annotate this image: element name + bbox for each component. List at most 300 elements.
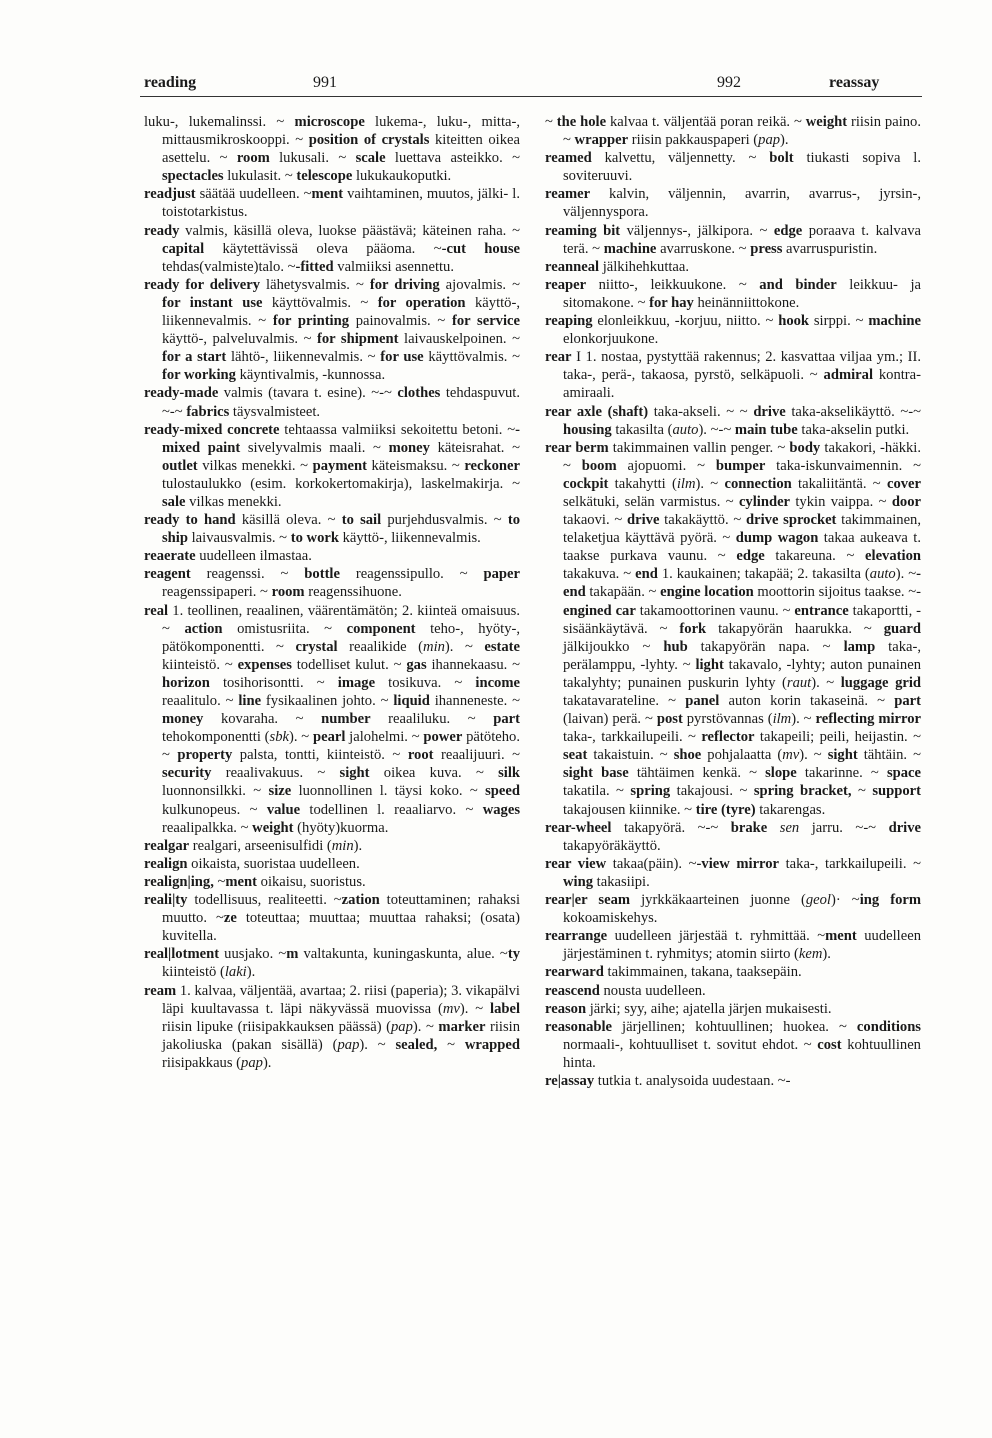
headword: rear bbox=[545, 349, 572, 366]
definition-text: teho-, hyöty-, pätökomponentti. ~ bbox=[162, 620, 521, 655]
headword: ze bbox=[223, 910, 237, 927]
headword: door bbox=[891, 493, 921, 510]
headword: real bbox=[144, 602, 169, 619]
definition-text: takapyörä. ~-~ bbox=[611, 819, 731, 836]
dictionary-entry bbox=[545, 312, 921, 348]
definition-text: reaaliluku. ~ bbox=[370, 711, 494, 728]
dictionary-entry bbox=[144, 384, 520, 420]
definition-text: kulkunopeus. ~ bbox=[162, 801, 267, 818]
definition-text: tähtäin. ~ bbox=[857, 747, 922, 764]
definition-text: kiinteistö. ~ bbox=[162, 656, 238, 673]
definition-text: tehtaassa valmiiksi sekoitettu betoni. ~ bbox=[279, 421, 516, 438]
headword: property bbox=[177, 747, 233, 764]
definition-text: reaalikide ( bbox=[337, 638, 424, 655]
headword: -fitted bbox=[295, 258, 334, 275]
headword: end bbox=[635, 566, 658, 583]
definition-text: tosikuva. ~ bbox=[375, 674, 476, 691]
definition-text: kokoamiskehys. bbox=[563, 910, 658, 927]
definition-text: takasiipi. bbox=[593, 873, 650, 890]
headword: rearward bbox=[545, 964, 604, 981]
headword: payment bbox=[312, 457, 367, 474]
headword: housing bbox=[563, 421, 612, 438]
headword: reasonable bbox=[545, 1018, 613, 1035]
definition-text: takapeili; peili, heijastin. ~ bbox=[754, 729, 921, 746]
definition-text: riisipakkaus ( bbox=[162, 1054, 242, 1071]
definition-text: ). ~ bbox=[359, 1036, 396, 1053]
headword: fabrics bbox=[186, 403, 230, 420]
headword: luggage grid bbox=[840, 674, 922, 691]
definition-text: vaihtaminen, muutos, jälki- l. toistotarkistus. bbox=[162, 186, 520, 221]
dictionary-entry bbox=[144, 945, 520, 981]
definition-text: takimmainen, takana, taaksepäin. bbox=[603, 964, 802, 981]
definition-text: leikkuu- ja sitomakone. ~ bbox=[563, 276, 922, 311]
field-label: kem bbox=[798, 946, 823, 963]
headword: panel bbox=[685, 693, 720, 709]
definition-text: käteismaksu. ~ bbox=[366, 457, 465, 474]
definition-text: ). ~ bbox=[811, 674, 841, 691]
definition-text: tykin vaippa. ~ bbox=[790, 493, 892, 510]
definition-text: lukulasit. ~ bbox=[223, 168, 297, 185]
definition-text: ~ bbox=[545, 114, 557, 130]
definition-text: takarinne. ~ bbox=[796, 765, 887, 782]
definition-text: jälkijoukko ~ bbox=[563, 638, 664, 655]
dictionary-entry bbox=[144, 276, 520, 385]
definition-text: realgari, arseenisulfidi ( bbox=[189, 837, 332, 854]
definition-text: käyttövalmis. ~ bbox=[423, 349, 521, 366]
headword: body bbox=[789, 439, 821, 456]
definition-text: taka-iskunvaimennin. ~ bbox=[765, 457, 921, 474]
definition-text: ). ~-~ bbox=[698, 421, 735, 438]
definition-text: takimmainen, telaketjua käyttävä pyörä. ~ bbox=[563, 512, 921, 547]
definition-text: ajovalmis. ~ bbox=[439, 276, 520, 293]
headword: for a start bbox=[162, 349, 227, 366]
definition-text: kohtuullinen hinta. bbox=[563, 1036, 921, 1071]
headword: ment bbox=[825, 928, 857, 945]
definition-text: purjehdusvalmis. ~ bbox=[381, 512, 508, 529]
field-label: ilm bbox=[676, 475, 696, 492]
definition-text: taka-, tarkkailupeili. ~ bbox=[779, 855, 921, 872]
headword: zation bbox=[341, 892, 380, 909]
dictionary-entry bbox=[545, 819, 921, 855]
definition-text: taka-, perälamppu, -lyhty. ~ bbox=[563, 638, 921, 673]
definition-text: takatila. ~ bbox=[563, 783, 631, 800]
headword: for hay bbox=[649, 294, 694, 311]
definition-text: luettava asteikko. ~ bbox=[385, 150, 520, 167]
headword: m bbox=[286, 946, 299, 963]
definition-text: ). ~ bbox=[412, 1018, 439, 1035]
definition-text: avarruskone. ~ bbox=[656, 240, 751, 257]
headword: rear axle (shaft) bbox=[545, 403, 649, 420]
definition-text: takimmainen vallin penger. ~ bbox=[608, 439, 790, 456]
headword: rearrange bbox=[545, 928, 608, 945]
definition-text: säätää uudelleen. ~ bbox=[195, 186, 312, 203]
field-label: geol bbox=[805, 892, 831, 909]
headword: sight bbox=[827, 747, 858, 764]
headword: press bbox=[750, 240, 783, 257]
dictionary-entry bbox=[144, 222, 520, 276]
headword: power bbox=[423, 729, 463, 746]
definition-text: kiteitten oikea asettelu. ~ bbox=[162, 132, 520, 167]
headword: conditions bbox=[856, 1018, 921, 1035]
definition-text: valmis, käsillä oleva, luokse päästävä; käteinen raha. ~ bbox=[179, 222, 520, 239]
definition-text: todellisuus, realiteetti. ~ bbox=[187, 892, 342, 909]
definition-text: takajousi. ~ bbox=[670, 783, 754, 800]
headword: admiral bbox=[823, 367, 874, 384]
definition-text: )· ~ bbox=[831, 892, 860, 909]
definition-text: vilkas menekki. ~ bbox=[197, 457, 313, 474]
headword: reagent bbox=[144, 566, 191, 583]
headword: reaper bbox=[545, 276, 587, 293]
headword: cockpit bbox=[563, 475, 609, 492]
headword: drive bbox=[627, 512, 660, 529]
headword: sale bbox=[162, 493, 186, 510]
headword: for instant use bbox=[162, 294, 263, 311]
headword: rear|er seam bbox=[545, 892, 631, 909]
definition-text: painovalmis. ~ bbox=[349, 313, 452, 330]
definition-text: reagenssipullo. ~ bbox=[339, 566, 484, 583]
headword: lamp bbox=[843, 638, 876, 655]
dictionary-entry bbox=[545, 403, 921, 439]
definition-text: takapyöräkäyttö. bbox=[563, 837, 661, 854]
definition-text: lukukaukoputki. bbox=[352, 168, 452, 185]
headword: bolt bbox=[769, 150, 794, 167]
definition-text: ). bbox=[822, 946, 831, 963]
dictionary-entry bbox=[545, 113, 921, 149]
headword: cylinder bbox=[738, 493, 791, 510]
page-number-left: 991 bbox=[313, 74, 337, 91]
definition-text: tehokomponentti ( bbox=[162, 729, 270, 746]
dictionary-entry bbox=[144, 602, 520, 837]
definition-text: auton korin takaseinä. ~ bbox=[719, 693, 895, 709]
dictionary-entry bbox=[144, 547, 520, 565]
definition-text: taka-akselin putki. bbox=[797, 421, 910, 438]
headword: clothes bbox=[397, 385, 441, 402]
definition-text: jyrkkäkaarteinen juonne ( bbox=[630, 892, 806, 909]
dictionary-entry bbox=[545, 891, 921, 927]
headword: for operation bbox=[377, 294, 466, 311]
headword: ment bbox=[311, 186, 344, 203]
definition-text: toteuttaminen; rahaksi muutto. ~ bbox=[162, 892, 520, 927]
headword: telescope bbox=[296, 168, 353, 185]
dictionary-entry bbox=[144, 113, 520, 185]
field-label: ilm bbox=[772, 711, 792, 728]
definition-text: lukema-, luku-, mitta-, mittausmikroskooppi. ~ bbox=[162, 114, 520, 149]
definition-text: tutkia t. analysoida uudestaan. ~- bbox=[594, 1072, 791, 1089]
headword: realgar bbox=[144, 837, 190, 854]
definition-text: uudelleen ilmastaa. bbox=[195, 548, 312, 565]
definition-text: tähtäimen kenkä. ~ bbox=[628, 765, 766, 782]
definition-text: luonnonsilkki. ~ bbox=[162, 783, 269, 800]
headword: to sail bbox=[341, 512, 382, 529]
definition-text: uudelleen järjestäminen t. ryhmitys; atomin siirto ( bbox=[563, 928, 921, 963]
headword: reamed bbox=[545, 150, 592, 167]
definition-text: tehdas(valmiste)talo. ~ bbox=[162, 258, 296, 275]
dictionary-entry bbox=[545, 855, 921, 891]
definition-text: tehdaspuvut. ~-~ bbox=[162, 385, 521, 420]
headword: machine bbox=[868, 313, 922, 330]
headword: dump wagon bbox=[735, 530, 819, 547]
headword: engined car bbox=[563, 602, 636, 619]
dictionary-entry bbox=[144, 185, 520, 221]
headword: ready-mixed concrete bbox=[144, 421, 280, 438]
headword: elevation bbox=[865, 548, 921, 565]
headword: re|assay bbox=[545, 1072, 595, 1089]
headword: reason bbox=[545, 1000, 587, 1017]
headword: position of crystals bbox=[308, 132, 430, 149]
definition-text: takahytti ( bbox=[608, 475, 677, 492]
definition-text: (laivan) perä. ~ bbox=[563, 711, 657, 728]
headword: edge bbox=[736, 548, 765, 565]
headword: connection bbox=[724, 475, 792, 492]
headword: horizon bbox=[162, 674, 210, 691]
field-label: auto bbox=[672, 421, 699, 438]
definition-text: pyrstövannas ( bbox=[682, 711, 773, 728]
definition-text: riisin pakkauspaperi ( bbox=[628, 132, 759, 149]
headword: part bbox=[493, 711, 520, 728]
headword: weight bbox=[805, 114, 848, 130]
headword: ing form bbox=[859, 892, 922, 909]
definition-text: sivelyvalmis maali. ~ bbox=[240, 439, 389, 456]
definition-text: valtakunta, kuningaskunta, alue. ~ bbox=[298, 946, 508, 963]
definition-text: 1. teollinen, reaalinen, väärentämätön; 2. kiinteä omaisuus. ~ bbox=[162, 602, 520, 637]
page-number-right: 992 bbox=[717, 74, 741, 91]
headword: shoe bbox=[673, 747, 702, 764]
definition-text: kovaraha. ~ bbox=[203, 711, 322, 728]
headword: spring bracket, bbox=[753, 783, 852, 800]
headword: ready to hand bbox=[144, 512, 236, 529]
definition-text: sirppi. ~ bbox=[809, 313, 869, 330]
headword: realign|ing, bbox=[144, 873, 214, 890]
headword: sealed, bbox=[395, 1036, 438, 1053]
definition-text: laivauskelpoinen. ~ bbox=[398, 331, 520, 348]
definition-text: laivausvalmis. ~ bbox=[187, 530, 291, 547]
definition-text: järki; syy, aihe; ajatella järjen mukaisesti. bbox=[586, 1000, 832, 1017]
definition-text: takatavarateline. ~ bbox=[563, 693, 686, 709]
definition-text: selkätuki, selän varmistus. ~ bbox=[563, 493, 739, 510]
headword: for working bbox=[162, 367, 236, 384]
headword: -end bbox=[563, 566, 921, 601]
definition-text: pohjalaatta ( bbox=[701, 747, 783, 764]
definition-text: takaovi. ~ bbox=[563, 512, 627, 529]
headword: ment bbox=[225, 873, 258, 890]
headword: machine bbox=[603, 240, 657, 257]
field-label: pap bbox=[337, 1036, 360, 1053]
definition-text: takapään. ~ bbox=[585, 584, 661, 601]
definition-text: avarruspuristin. bbox=[782, 240, 878, 257]
dictionary-entry bbox=[545, 185, 921, 221]
headword: drive bbox=[753, 403, 786, 420]
field-label: mv bbox=[782, 747, 800, 764]
definition-text: jalohelmi. ~ bbox=[345, 729, 424, 746]
definition-text: kontra-amiraali. bbox=[563, 367, 921, 402]
definition-text: luonnollinen l. täysi koko. ~ bbox=[291, 783, 486, 800]
dictionary-entry bbox=[545, 276, 921, 312]
definition-text: ). ~ bbox=[791, 711, 816, 728]
dictionary-entry bbox=[545, 348, 921, 402]
headword: boom bbox=[581, 457, 617, 474]
dictionary-entry bbox=[144, 837, 520, 855]
definition-text: elonkorjuukone. bbox=[563, 331, 659, 348]
definition-text: I 1. nostaa, pystyttää rakennus; 2. kasvattaa viljaa ym.; II. taka-, perä-, takaosa, pyrstö, selkäpuoli. ~ bbox=[563, 349, 921, 384]
headword: spring bbox=[630, 783, 671, 800]
definition-text: 1. kaukainen; takapää; 2. takasilta ( bbox=[657, 566, 870, 583]
definition-text: taka-akselikäyttö. ~-~ bbox=[785, 403, 921, 420]
definition-text: takaistuin. ~ bbox=[587, 747, 674, 764]
headword: scale bbox=[355, 150, 386, 167]
definition-text: reaalitulo. ~ bbox=[162, 693, 239, 709]
definition-text: todelliset kulut. ~ bbox=[291, 656, 407, 673]
definition-text: nousta uudelleen. bbox=[599, 982, 706, 999]
definition-text: tulostaulukko (esim. korkokertomakirja), laskelmakirja. ~ bbox=[162, 475, 520, 492]
definition-text: ~ bbox=[851, 783, 873, 800]
headword: -mixed paint bbox=[162, 421, 520, 456]
definition-text: todellinen l. reaaliarvo. ~ bbox=[300, 801, 483, 818]
headword: number bbox=[321, 711, 371, 728]
field-label: mv bbox=[442, 1000, 460, 1017]
definition-text: väljennys-, jälkipora. ~ bbox=[620, 222, 774, 239]
headword: to ship bbox=[162, 512, 520, 547]
headword: light bbox=[695, 656, 724, 673]
headword: wrapped bbox=[464, 1036, 520, 1053]
definition-text bbox=[767, 820, 780, 836]
definition-text: jälkihehkuttaa. bbox=[599, 258, 690, 275]
definition-text: 1. kalvaa, väljentää, avartaa; 2. riisi (paperia); 3. vikapälvi läpi kuultavassa t. läpi näkyvässä muovissa ( bbox=[162, 982, 520, 1017]
definition-text: ). bbox=[353, 837, 363, 854]
definition-text: takaa aukeava t. taakse purkava vaunu. ~ bbox=[563, 530, 922, 565]
headword: line bbox=[238, 693, 262, 709]
headword: security bbox=[162, 765, 212, 782]
definition-text: takasilta ( bbox=[611, 421, 673, 438]
definition-text: oikaisu, suoristus. bbox=[257, 873, 366, 890]
headword: for service bbox=[451, 313, 520, 330]
dictionary-entry bbox=[545, 1018, 921, 1072]
headword: realign bbox=[144, 855, 188, 872]
definition-text: tosihorisontti. ~ bbox=[209, 674, 338, 691]
headword: rear view bbox=[545, 855, 607, 872]
headword: for use bbox=[380, 349, 424, 366]
headword: guard bbox=[883, 620, 922, 637]
definition-text: riisin jakoliuska (pakan sisällä) ( bbox=[162, 1018, 520, 1053]
headword: size bbox=[268, 783, 292, 800]
definition-text: takarengas. bbox=[755, 801, 826, 818]
headword: reaerate bbox=[144, 548, 196, 565]
dictionary-entry bbox=[144, 511, 520, 547]
dictionary-entry bbox=[545, 222, 921, 258]
headword: edge bbox=[773, 222, 803, 239]
definition-text: ). ~ bbox=[895, 566, 917, 583]
definition-text: takakäyttö. ~ bbox=[659, 512, 746, 529]
definition-text: takakori, -häkki. ~ bbox=[563, 439, 921, 474]
definition-text: käytettävissä oleva pääoma. ~ bbox=[204, 240, 442, 257]
running-head-left: reading bbox=[144, 74, 197, 91]
headword: pearl bbox=[312, 729, 346, 746]
headword: -cut house bbox=[441, 240, 520, 257]
definition-text: ). ~ bbox=[459, 1000, 491, 1017]
definition-text: elonleikkuu, -korjuu, niitto. ~ bbox=[592, 313, 779, 330]
definition-text: riisin lipuke (riisipakkauksen päässä) ( bbox=[162, 1018, 391, 1035]
headword: reflecting mirror bbox=[815, 711, 922, 728]
running-head-right: reassay bbox=[829, 74, 880, 91]
headword: part bbox=[894, 693, 921, 709]
definition-text: käteisrahat. ~ bbox=[429, 439, 520, 456]
headword: expenses bbox=[237, 656, 292, 673]
definition-text: takaportti, -sisäänkäytävä. ~ bbox=[563, 602, 922, 637]
dictionary-entry bbox=[545, 927, 921, 963]
definition-text: ihannekaasu. ~ bbox=[426, 656, 521, 673]
dictionary-entry bbox=[545, 149, 921, 185]
definition-text: (hyöty)kuorma. bbox=[293, 819, 389, 836]
headword: fork bbox=[679, 620, 707, 637]
headword: for printing bbox=[272, 313, 350, 330]
headword: income bbox=[475, 674, 520, 691]
definition-text: toteuttaa; muuttaa; muuttaa rahaksi; (osata) kuvitella. bbox=[162, 910, 520, 945]
definition-text: käyttö-, liikennevalmis. bbox=[338, 530, 481, 547]
definition-text: ). ~ bbox=[444, 638, 485, 655]
headword: ream bbox=[144, 982, 177, 999]
definition-text: kiinteistö ( bbox=[162, 964, 225, 981]
dictionary-entry bbox=[545, 439, 921, 819]
definition-text: ). bbox=[262, 1054, 272, 1071]
headword: drive bbox=[888, 819, 922, 836]
headword: ready for delivery bbox=[144, 276, 261, 293]
definition-text: jarru. ~-~ bbox=[799, 819, 889, 836]
headword: spectacles bbox=[162, 168, 224, 185]
headword: sight base bbox=[563, 765, 629, 782]
definition-text: pätöteho. ~ bbox=[162, 729, 520, 764]
headword: bottle bbox=[304, 566, 340, 583]
definition-text: valmiiksi asennettu. bbox=[333, 258, 455, 275]
headword: rear berm bbox=[545, 439, 609, 456]
headword: paper bbox=[483, 566, 520, 583]
definition-text: omistusriita. ~ bbox=[222, 620, 347, 637]
headword: reaping bbox=[545, 313, 593, 330]
headword: hook bbox=[778, 313, 810, 330]
right-column bbox=[545, 113, 921, 1090]
definition-text: käyttövalmis. ~ bbox=[262, 294, 378, 311]
headword: seat bbox=[563, 747, 588, 764]
definition-text: reagenssipaperi. ~ bbox=[162, 584, 272, 601]
headword: brake bbox=[730, 819, 768, 836]
headword: microscope bbox=[294, 114, 365, 130]
definition-text: ). ~ bbox=[799, 747, 828, 764]
definition-text: lähetysvalmis. ~ bbox=[260, 276, 370, 293]
definition-text: niitto-, leikkuukone. ~ bbox=[586, 276, 760, 293]
headword: silk bbox=[498, 765, 520, 782]
headword: wages bbox=[482, 801, 520, 818]
headword: slope bbox=[765, 765, 797, 782]
definition-text: oikea kuva. ~ bbox=[369, 765, 499, 782]
headword: ty bbox=[507, 946, 520, 963]
field-label: min bbox=[331, 837, 354, 854]
field-label: pap bbox=[758, 132, 781, 149]
definition-text: uusjako. ~ bbox=[219, 946, 287, 963]
headword: cost bbox=[817, 1036, 842, 1053]
dictionary-entry bbox=[144, 891, 520, 945]
definition-text: käyntivalmis, -kunnossa. bbox=[235, 367, 386, 384]
headword: money bbox=[388, 439, 430, 456]
headword: marker bbox=[438, 1018, 486, 1035]
headword: real|lotment bbox=[144, 946, 220, 963]
definition-text: ~ bbox=[437, 1036, 465, 1053]
definition-text: ). bbox=[780, 132, 789, 149]
definition-text: takareuna. ~ bbox=[764, 548, 866, 565]
headword: reckoner bbox=[464, 457, 520, 474]
headword: and binder bbox=[759, 276, 837, 293]
definition-text: palsta, tontti, kiinteistö. ~ bbox=[232, 747, 408, 764]
definition-text: ajopuomi. ~ bbox=[616, 457, 716, 474]
headword: cover bbox=[886, 475, 921, 492]
dictionary-entry bbox=[545, 1000, 921, 1018]
